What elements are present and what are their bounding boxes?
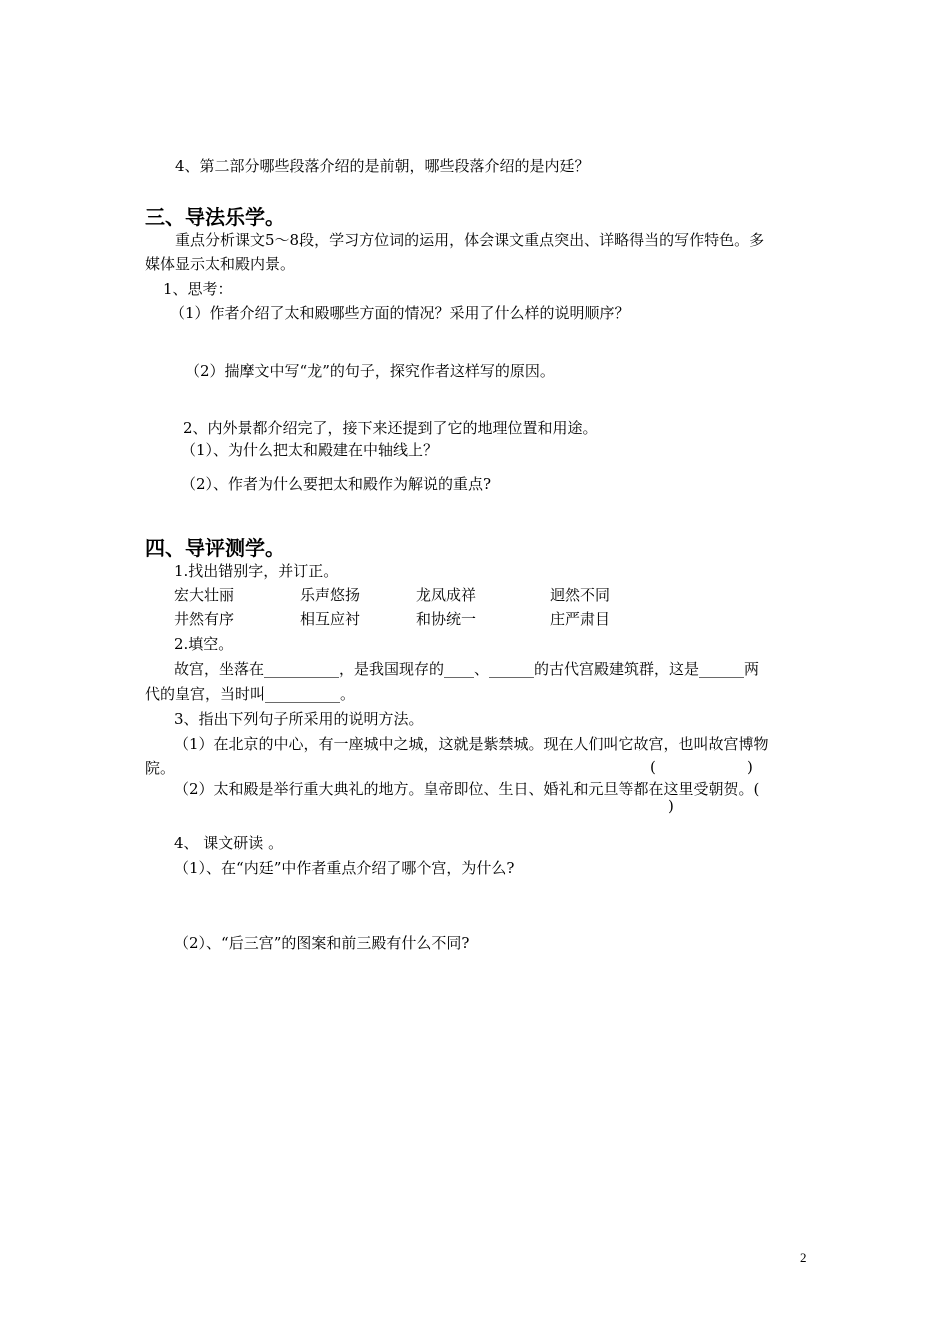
think-label: 1、思考： [163, 280, 233, 298]
study-question: 4、 课文研读 。 [174, 834, 284, 852]
answer-paren-close: ) [668, 797, 674, 815]
page-number: 2 [800, 1250, 807, 1265]
typo-word: 和协统一 [416, 610, 477, 628]
answer-paren-close: ) [747, 758, 753, 776]
section3-question-2-2: （2）、作者为什么要把太和殿作为解说的重点? [181, 475, 492, 493]
think-question-2: （2）揣摩文中写“龙”的句子，探究作者这样写的原因。 [185, 362, 555, 380]
typo-word: 宏大壮丽 [174, 586, 235, 604]
study-question-2: （2）、“后三宫”的图案和前三殿有什么不同? [174, 934, 470, 952]
think-question-1: （1）作者介绍了太和殿哪些方面的情况？采用了什么样的说明顺序？ [170, 304, 630, 322]
section3-intro-line2: 媒体显示太和殿内景。 [145, 255, 296, 273]
fill-blank-question: 2.填空。 [174, 635, 234, 653]
answer-paren-open: ( [650, 758, 656, 776]
typo-word: 乐声悠扬 [300, 586, 361, 604]
method-question: 3、指出下列句子所采用的说明方法。 [174, 710, 424, 728]
section3-intro-line1: 重点分析课文5～8段，学习方位词的运用，体会课文重点突出、详略得当的写作特色。多 [175, 231, 765, 249]
section3-heading: 三、导法乐学。 [145, 205, 285, 229]
section3-question-2: 2、内外景都介绍完了，接下来还提到了它的地理位置和用途。 [183, 419, 598, 437]
typo-question: 1.找出错别字，并订正。 [174, 562, 339, 580]
fill-blank-line2: 代的皇宫，当时叫__________。 [145, 685, 356, 703]
typo-word: 井然有序 [174, 610, 235, 628]
section4-heading: 四、导评测学。 [145, 536, 285, 560]
study-question-1: （1）、在“内廷”中作者重点介绍了哪个宫，为什么? [174, 859, 515, 877]
typo-word: 庄严肃目 [550, 610, 611, 628]
typo-word: 迥然不同 [550, 586, 611, 604]
section3-question-2-1: （1）、为什么把太和殿建在中轴线上？ [181, 441, 439, 459]
fill-blank-line1: 故宫，坐落在__________，是我国现存的____、______的古代宫殿建筑群，这是______两 [174, 660, 760, 678]
method-sentence-1-line1: （1）在北京的中心，有一座城中之城，这就是紫禁城。现在人们叫它故宫，也叫故宫博物 [174, 735, 769, 753]
typo-word: 龙凤成祥 [416, 586, 477, 604]
typo-word: 相互应衬 [300, 610, 361, 628]
section2-question-4: 4、第二部分哪些段落介绍的是前朝，哪些段落介绍的是内廷？ [175, 157, 590, 175]
method-sentence-1-line2: 院。 [145, 759, 176, 777]
method-sentence-2: （2）太和殿是举行重大典礼的地方。皇帝即位、生日、婚礼和元旦等都在这里受朝贺。( [174, 780, 760, 798]
